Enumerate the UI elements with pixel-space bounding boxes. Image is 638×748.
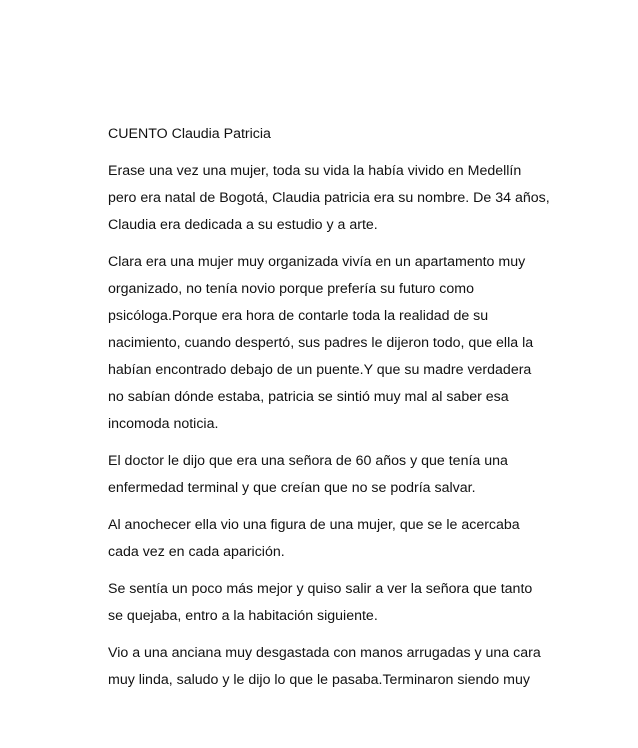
document-title: CUENTO Claudia Patricia xyxy=(108,126,271,142)
text-line: incomoda noticia. xyxy=(108,416,219,432)
text-line: organizado, no tenía novio porque prefería su futuro como xyxy=(108,281,474,297)
paragraph-1 xyxy=(108,158,550,239)
text-line: Clara era una mujer muy organizada vivía en un apartamento muy xyxy=(108,254,526,270)
paragraph-4 xyxy=(108,512,538,566)
text-line: no sabían dónde estaba, patricia se sintió muy mal al saber esa xyxy=(108,389,509,405)
text-line: Vio a una anciana muy desgastada con manos arrugadas y una cara xyxy=(108,645,541,661)
text-line: Erase una vez una mujer, toda su vida la había vivido en Medellín xyxy=(108,163,522,179)
text-line: Al anochecer ella vio una figura de una mujer, que se le acercaba xyxy=(108,517,520,533)
paragraph-5 xyxy=(108,576,538,630)
text-line: nacimiento, cuando despertó, sus padres le dijeron todo, que ella la xyxy=(108,335,534,351)
text-line: cada vez en cada aparición. xyxy=(108,544,285,560)
text-line: se quejaba, entro a la habitación siguiente. xyxy=(108,608,378,624)
text-line: habían encontrado debajo de un puente.Y que su madre verdadera xyxy=(108,362,532,378)
text-line: pero era natal de Bogotá, Claudia patricia era su nombre. De 34 años, xyxy=(108,190,550,206)
text-line: El doctor le dijo que era una señora de 60 años y que tenía una xyxy=(108,453,508,469)
paragraph-3 xyxy=(108,448,538,502)
paragraph-2 xyxy=(108,249,538,438)
text-line: enfermedad terminal y que creían que no se podría salvar. xyxy=(108,480,476,496)
text-line: Se sentía un poco más mejor y quiso salir a ver la señora que tanto xyxy=(108,581,533,597)
document-body xyxy=(108,121,550,704)
paragraph-6 xyxy=(108,640,541,694)
text-line: muy linda, saludo y le dijo lo que le pasaba.Terminaron siendo muy xyxy=(108,672,530,688)
text-line: psicóloga.Porque era hora de contarle toda la realidad de su xyxy=(108,308,489,324)
text-line: Claudia era dedicada a su estudio y a arte. xyxy=(108,217,378,233)
